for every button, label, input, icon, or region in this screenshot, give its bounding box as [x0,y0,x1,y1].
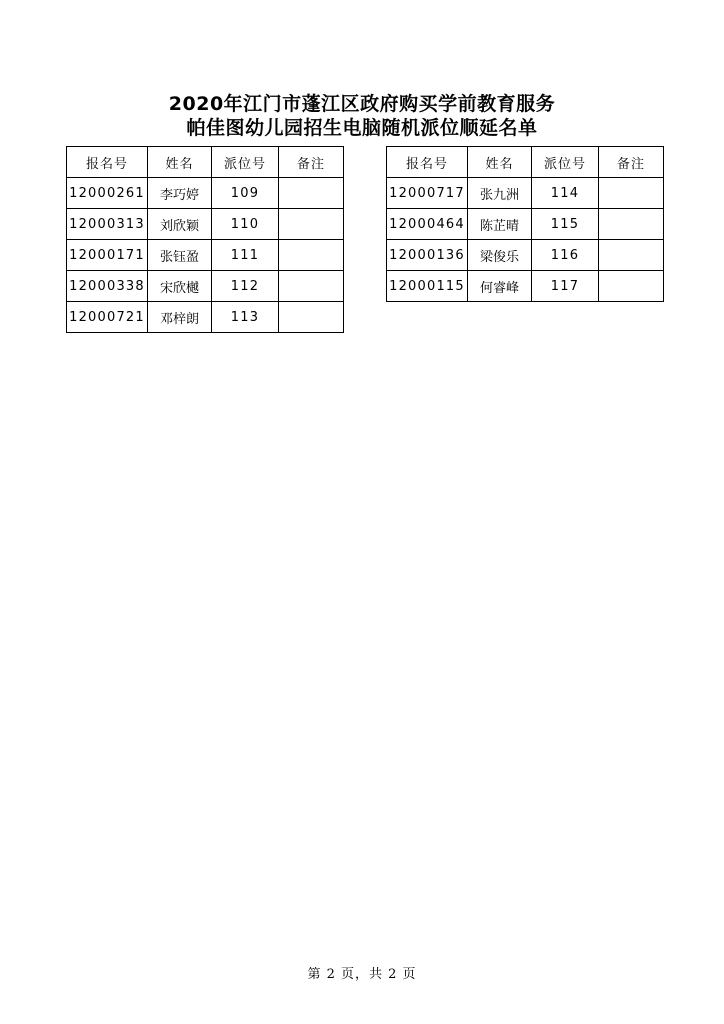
table-row [67,209,344,240]
table-row [67,302,344,333]
registration-number-cell: 12000338 [67,271,148,302]
position-number-cell: 113 [212,302,279,333]
name-cell: 陈芷晴 [468,209,532,240]
name-cell: 邓梓朗 [148,302,212,333]
position-number-cell: 116 [532,240,599,271]
table-row [67,240,344,271]
remarks-cell [279,178,344,209]
page-footer: 第 2 页，共 2 页 [307,967,417,982]
position-number-cell: 117 [532,271,599,302]
remarks-cell [599,271,664,302]
position-number-cell: 114 [532,178,599,209]
header-remarks: 备注 [279,147,344,178]
remarks-cell [279,271,344,302]
remarks-cell [279,302,344,333]
name-cell: 张钰盈 [148,240,212,271]
remarks-cell [279,240,344,271]
position-number-cell: 109 [212,178,279,209]
document-title-line2: 帕佳图幼儿园招生电脑随机派位顺延名单 [186,117,538,139]
left-roster-table [66,146,344,333]
document-title-line1: 2020年江门市蓬江区政府购买学前教育服务 [168,93,556,115]
registration-number-cell: 12000171 [67,240,148,271]
registration-number-cell: 12000464 [387,209,468,240]
name-cell: 宋欣樾 [148,271,212,302]
remarks-cell [599,209,664,240]
registration-number-cell: 12000136 [387,240,468,271]
position-number-cell: 112 [212,271,279,302]
table-header-row [67,147,344,178]
position-number-cell: 111 [212,240,279,271]
table-row [387,209,664,240]
remarks-cell [279,209,344,240]
position-number-cell: 115 [532,209,599,240]
remarks-cell [599,240,664,271]
table-row [67,271,344,302]
registration-number-cell: 12000721 [67,302,148,333]
header-registration-number: 报名号 [387,147,468,178]
table-row [387,271,664,302]
table-header-row [387,147,664,178]
right-roster-table [386,146,664,302]
name-cell: 李巧婷 [148,178,212,209]
registration-number-cell: 12000313 [67,209,148,240]
table-row [387,178,664,209]
name-cell: 梁俊乐 [468,240,532,271]
header-position-number: 派位号 [532,147,599,178]
table-row [387,240,664,271]
position-number-cell: 110 [212,209,279,240]
name-cell: 何睿峰 [468,271,532,302]
remarks-cell [599,178,664,209]
name-cell: 张九洲 [468,178,532,209]
registration-number-cell: 12000261 [67,178,148,209]
table-row [67,178,344,209]
header-registration-number: 报名号 [67,147,148,178]
name-cell: 刘欣颖 [148,209,212,240]
header-name: 姓名 [148,147,212,178]
header-position-number: 派位号 [212,147,279,178]
header-name: 姓名 [468,147,532,178]
registration-number-cell: 12000717 [387,178,468,209]
header-remarks: 备注 [599,147,664,178]
registration-number-cell: 12000115 [387,271,468,302]
